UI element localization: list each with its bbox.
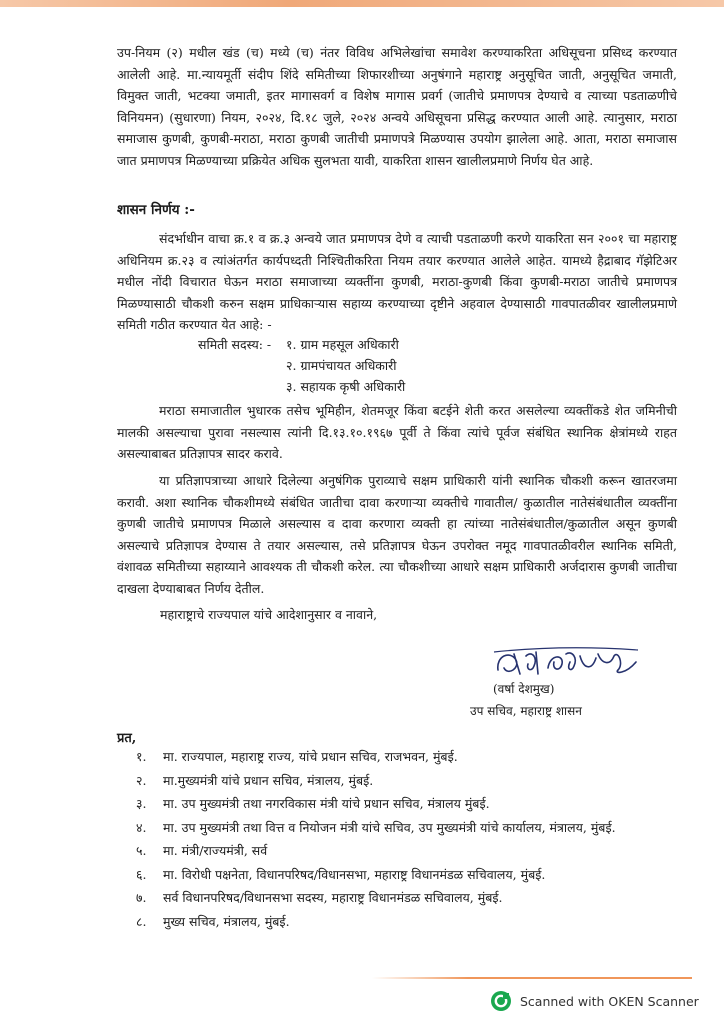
list-item: ७. सर्व विधानपरिषद/विधानसभा सदस्य, महाराष्ट्र विधानमंडळ सचिवालय, मुंबई. (136, 890, 503, 905)
scanner-watermark (490, 990, 699, 1012)
closing-line: महाराष्ट्राचे राज्यपाल यांचे आदेशानुसार व नावाने, (160, 607, 378, 622)
list-item: १. मा. राज्यपाल, महाराष्ट्र राज्य, यांचे प्रधान सचिव, राजभवन, मुंबई. (136, 749, 458, 764)
page-bottom-divider (372, 977, 692, 979)
committee-label: समिती सदस्य: - (198, 337, 272, 352)
intro-paragraph: उप-नियम (२) मधील खंड (च) मध्ये (च) नंतर विविध अभिलेखांचा समावेश करण्याकरिता अधिसूचना प्रसिध्द करण्यात आलेली आहे. मा.न्यायमूर्ती संदीप शिंदे समितीच्या शिफारशीच्या अनुषंगाने महाराष्ट्र अनुसूचित जाती, अनुसूचित जमाती, विमुक्त जाती, भटक्या जमाती, इतर मागासवर्ग व विशेष मागास प्रवर्ग (जातीचे प्रमाणपत्र देण्याचे व त्याच्या पडताळणीचे विनियमन) (सुधारणा) नियम, २०२४, दि.१८ जुले, २०२४ अन्वये अधिसूचना प्रसिद्ध करण्यात आली आहे. त्यानुसार, मराठा समाजास कुणबी, कुणबी-मराठा, मराठा कुणबी जातीची प्रमाणपत्रे मिळण्यास उपयोग झालेला आहे. आता, मराठा समाजास जात प्रमाणपत्र मिळण्याच्या प्रक्रियेत अधिक सुलभता यावी, याकरिता शासन खालीलप्रमाणे निर्णय घेत आहे. (117, 45, 677, 168)
copy-to-list (136, 745, 696, 933)
list-item: ६. मा. विरोधी पक्षनेता, विधानपरिषद/विधानसभा, महाराष्ट्र विधानमंडळ सचिवालय, मुंबई. (136, 866, 546, 882)
copy-to-heading: प्रत, (117, 731, 137, 746)
committee-row (198, 355, 578, 376)
list-item: ४. मा. उप मुख्यमंत्री तथा वित्त व नियोजन मंत्री यांचे सचिव, उप मुख्यमंत्री यांचे कार्यालय, मंत्रालय, मुंबई. (136, 819, 616, 835)
signatory-title: उप सचिव, महाराष्ट्र शासन (470, 704, 582, 718)
committee-row (198, 376, 578, 397)
committee-member: २. ग्रामपंचायत अधिकारी (286, 358, 397, 373)
list-item: ५. मा. मंत्री/राज्यमंत्री, सर्व (136, 843, 268, 858)
decision-paragraph: संदर्भाधीन वाचा क्र.१ व क्र.३ अन्वये जात प्रमाणपत्र देणे व त्याची पडताळणी करणे याकरिता सन २००१ चा महाराष्ट्र अधिनियम क्र.२३ व त्यांअंतर्गत कार्यपध्दती निश्चितीकरिता नियम तयार करण्यात आलेले आहेत. यामध्ये हैद्राबाद गॅझेटिअर मधील नोंदी विचारात घेऊन मराठा समाजाच्या व्यक्तींना कुणबी, मराठा-कुणबी किंवा कुणबी-मराठा जातीचे प्रमाणपत्र मिळण्यासाठी चौकशी करुन सक्षम प्राधिकाऱ्यास सहाय्य करण्याच्या दृष्टीने अहवाल देण्यासाठी गावपातळीवर खालीलप्रमाणे समिती गठीत करण्यात येत आहे: - (117, 231, 677, 332)
committee-member: ३. सहायक कृषी अधिकारी (286, 379, 406, 394)
land-paragraph: मराठा समाजातील भुधारक तसेच भूमिहीन, शेतमजूर किंवा बटईने शेती करत असलेल्या व्यक्तींकडे शेत जमिनीची मालकी असल्याचा पुरावा नसल्यास त्यांनी दि.१३.१०.१९६७ पूर्वी ते किंवा त्यांचे पूर्वज संबंधित स्थानिक क्षेत्रांमध्ये राहत असल्याबाबत प्रतिज्ञापत्र सादर करावे. (117, 403, 677, 461)
signatory-name: (वर्षा देशमुख) (493, 682, 555, 696)
list-item: ३. मा. उप मुख्यमंत्री तथा नगरविकास मंत्री यांचे प्रधान सचिव, मंत्रालय मुंबई. (136, 796, 490, 811)
committee-row (198, 334, 578, 355)
scanner-watermark-text: Scanned with OKEN Scanner (520, 993, 699, 1009)
committee-members (198, 334, 578, 397)
decision-heading: शासन निर्णय :- (117, 202, 195, 218)
committee-member: १. ग्राम महसूल अधिकारी (286, 337, 399, 352)
oken-scanner-logo-icon (490, 990, 512, 1012)
list-item: ८. मुख्य सचिव, मंत्रालय, मुंबई. (136, 913, 290, 929)
list-item: २. मा.मुख्यमंत्री यांचे प्रधान सचिव, मंत्रालय, मुंबई. (136, 772, 374, 788)
affidavit-paragraph: या प्रतिज्ञापत्राच्या आधारे दिलेल्या अनुषंगिक पुराव्याचे सक्षम प्राधिकारी यांनी स्थानिक चौकशी करून खातरजमा करावी. अशा स्थानिक चौकशीमध्ये संबंधित जातीचा दावा करणाऱ्या व्यक्तीचे गावातील/ कुळातील नातेसंबंधातील व्यक्तींना कुणबी जातीचे प्रमाणपत्र मिळाले असल्यास व दावा करणारा व्यक्ती हा त्यांच्या नातेसंबंधातील/कुळातील असून कुणबी असल्याचे प्रतिज्ञापत्र देण्यास ते तयार असल्यास, तसे प्रतिज्ञापत्र घेऊन उपरोक्त नमूद गावपातळीवरील स्थानिक समिती, वंशावळ समितीच्या सहाय्याने आवश्यक ती चौकशी करेल. त्या चौकशीच्या आधारे सक्षम प्राधिकारी अर्जदारास कुणबी जातीचा दाखला देण्याबाबत निर्णय देतील. (117, 473, 677, 596)
